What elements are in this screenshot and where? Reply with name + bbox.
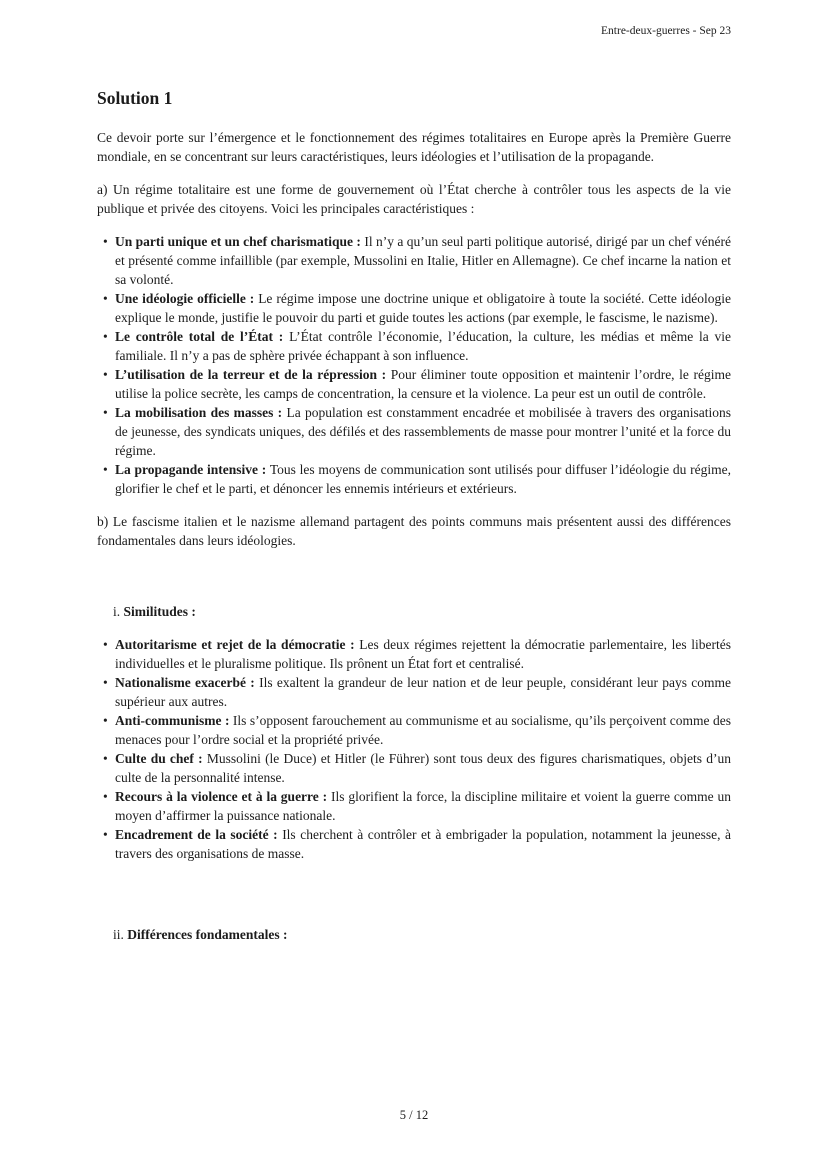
page-title: Solution 1	[97, 88, 173, 108]
list-item-desc: Mussolini (le Duce) et Hitler (le Führer) sont tous deux des figures charismatiques, objets d’un culte de la personnalité intense.	[115, 751, 732, 785]
bullet-icon: •	[103, 789, 108, 804]
section-b-lead: b) Le fascisme italien et le nazisme allemand partagent des points communs mais présentent aussi des différences fondamentales dans leurs idéologies.	[97, 514, 731, 548]
bullet-icon: •	[103, 751, 108, 766]
list-item	[97, 825, 731, 863]
list-item-term: L’utilisation de la terreur et de la répression :	[115, 367, 387, 382]
list-item	[97, 327, 731, 365]
page-number: 5 / 12	[399, 1108, 429, 1122]
list-item-term: Une idéologie officielle :	[115, 291, 255, 306]
list-item-desc: Les deux régimes rejettent la démocratie parlementaire, les libertés individuelles et le pluralisme politique. Ils prônent un État fort et centralisé.	[115, 637, 731, 671]
list-item-term: Nationalisme exacerbé :	[115, 675, 255, 690]
list-item-term: Anti-communisme :	[115, 713, 230, 728]
list-item-desc: Ils s’opposent farouchement au communisme et au socialisme, qu’ils perçoivent comme des menaces pour l’ordre social et la propriété privée.	[115, 713, 731, 747]
page-header: Entre-deux-guerres - Sep 23	[601, 25, 731, 37]
list-item-term: La propagande intensive :	[115, 462, 267, 477]
subheading-similitudes	[97, 602, 731, 621]
list-item-desc: Tous les moyens de communication sont utilisés pour diffuser l’idéologie du régime, glorifier le chef et le parti, et dénoncer les ennemis intérieurs et extérieurs.	[115, 462, 731, 496]
list-item-term: Encadrement de la société :	[115, 827, 278, 842]
list-item	[97, 403, 731, 460]
list-item-term: Autoritarisme et rejet de la démocratie :	[115, 637, 355, 652]
bullet-icon: •	[103, 462, 108, 477]
list-item	[97, 711, 731, 749]
subheading-numeral: ii.	[113, 927, 124, 942]
subheading-label: Similitudes :	[123, 604, 196, 619]
list-item-term: Le contrôle total de l’État :	[115, 329, 284, 344]
bullet-icon: •	[103, 675, 108, 690]
bullet-icon: •	[103, 713, 108, 728]
list-item	[97, 232, 731, 289]
list-item	[97, 289, 731, 327]
similitudes-list	[97, 635, 731, 863]
bullet-icon: •	[103, 405, 108, 420]
subheading-numeral: i.	[113, 604, 121, 619]
list-item-desc: Le régime impose une doctrine unique et obligatoire à toute la société. Cette idéologie explique le monde, justifie le pouvoir du parti et guide toutes les actions (par exemple, le fascisme, le nazisme).	[115, 291, 731, 325]
list-item	[97, 673, 731, 711]
intro-paragraph: Ce devoir porte sur l’émergence et le fonctionnement des régimes totalitaires en Europe après la Première Guerre mondiale, en se concentrant sur leurs caractéristiques, leurs idéologies et l’utilisation de la propagande.	[97, 130, 731, 164]
bullet-icon: •	[103, 637, 108, 652]
bullet-icon: •	[103, 234, 108, 249]
subheading-label: Différences fondamentales :	[127, 927, 288, 942]
list-item-desc: La population est constamment encadrée et mobilisée à travers des organisations de jeunesse, des syndicats uniques, des défilés et des rassemblements de masse pour montrer l’unité et la force du régime.	[115, 405, 731, 458]
list-item	[97, 460, 731, 498]
list-item	[97, 749, 731, 787]
list-item-desc: Pour éliminer toute opposition et maintenir l’ordre, le régime utilise la police secrète, les camps de concentration, la censure et la violence. La peur est un outil de contrôle.	[115, 367, 732, 401]
list-item-desc: Il n’y a qu’un seul parti politique autorisé, dirigé par un chef vénéré et présenté comme infaillible (par exemple, Mussolini en Italie, Hitler en Allemagne). Ce chef incarne la nation et sa volonté.	[115, 234, 732, 287]
subheading-differences	[97, 925, 731, 944]
bullet-icon: •	[103, 367, 108, 382]
list-item-term: Culte du chef :	[115, 751, 203, 766]
list-item-desc: L’État contrôle l’économie, l’éducation, la culture, les médias et même la vie familiale. Il n’y a pas de sphère privée échappant à son influence.	[115, 329, 732, 363]
characteristics-list	[97, 232, 731, 498]
bullet-icon: •	[103, 291, 108, 306]
list-item-desc: Ils cherchent à contrôler et à embrigader la population, notamment la jeunesse, à travers des organisations de masse.	[115, 827, 732, 861]
list-item-term: Un parti unique et un chef charismatique :	[115, 234, 361, 249]
list-item-term: La mobilisation des masses :	[115, 405, 283, 420]
bullet-icon: •	[103, 329, 108, 344]
list-item	[97, 635, 731, 673]
list-item	[97, 365, 731, 403]
list-item-desc: Ils exaltent la grandeur de leur nation et de leur peuple, considérant leur pays comme supérieur aux autres.	[115, 675, 732, 709]
list-item-term: Recours à la violence et à la guerre :	[115, 789, 328, 804]
section-a-lead: a) Un régime totalitaire est une forme de gouvernement où l’État cherche à contrôler tous les aspects de la vie publique et privée des citoyens. Voici les principales caractéristiques :	[97, 182, 731, 216]
bullet-icon: •	[103, 827, 108, 842]
list-item-desc: Ils glorifient la force, la discipline militaire et voient la guerre comme un moyen d’affirmer la puissance nationale.	[115, 789, 731, 823]
list-item	[97, 787, 731, 825]
